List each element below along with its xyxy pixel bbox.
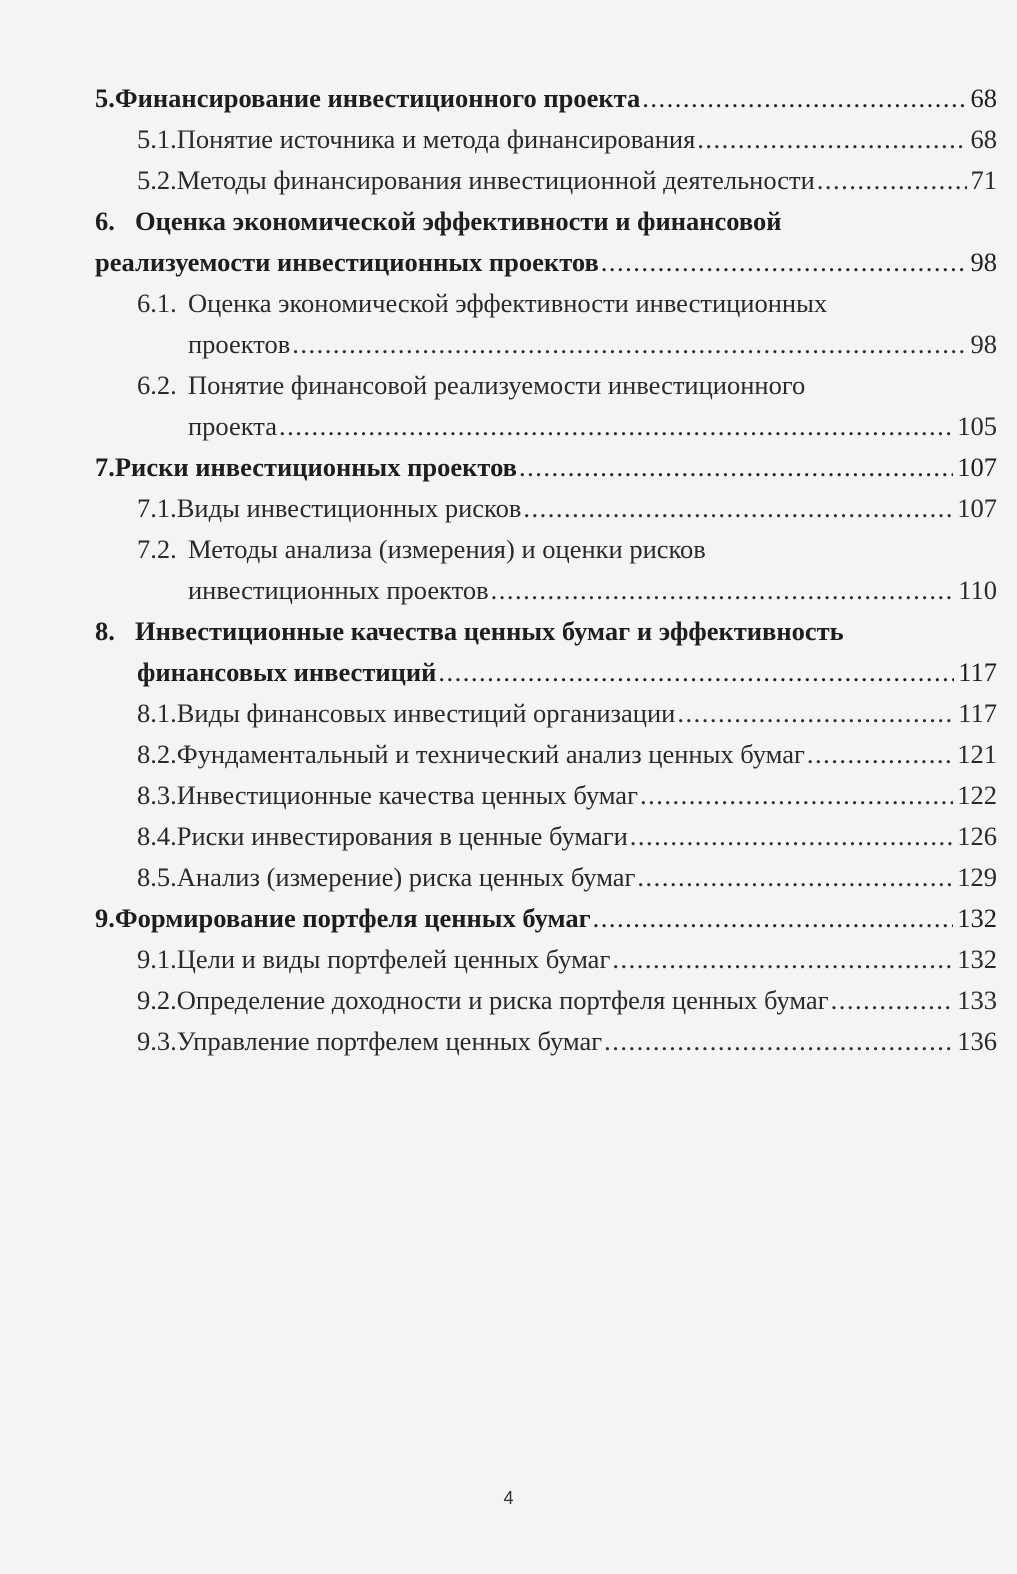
toc-entry-title: финансовых инвестиций [137,657,437,687]
toc-entry-number: 6. [95,206,115,236]
toc-page-number: 68 [970,83,997,113]
toc-section-line [0,980,1017,1021]
toc-page-number: 71 [970,165,997,195]
toc-page-number: 107 [957,452,997,482]
toc-section-line [0,119,1017,160]
dot-leader [637,857,953,898]
toc-page-number: 98 [970,247,997,277]
toc-entry-number: 8.4. [137,821,177,851]
toc-entry-number: 7. [95,452,115,482]
toc-entry-title: Инвестиционные качества ценных бумаг [176,780,638,810]
toc-entry-number: 8.1. [137,698,177,728]
toc-entry-title: Виды инвестиционных рисков [176,493,522,523]
page-number: 4 [503,1488,514,1508]
toc-section-line [0,734,1017,775]
toc-entry-title: Финансирование инвестиционного проекта [114,83,641,113]
toc-page-number: 110 [958,575,997,605]
dot-leader [640,775,953,816]
toc-entry-number: 8. [95,616,115,646]
toc-section-line [0,693,1017,734]
toc-entry-title: Цели и виды портфелей ценных бумаг [176,944,611,974]
toc-page-number: 132 [957,944,997,974]
toc-entry-number: 6.1. [137,288,177,318]
toc-entry-title: проектов [188,329,291,359]
toc-page-number: 105 [957,411,997,441]
toc-page-number: 126 [957,821,997,851]
toc-page-number: 117 [958,657,997,687]
toc-entry-title: Определение доходности и риска портфеля ценных бумаг [176,985,829,1015]
toc-entry-title: проекта [188,411,277,441]
toc-entry-number: 5. [95,83,115,113]
toc-section-line [0,857,1017,898]
toc-page-number: 129 [957,862,997,892]
toc-section-line [0,488,1017,529]
toc-entry-number: 8.2. [137,739,177,769]
dot-leader [292,324,966,365]
toc-page-number: 107 [957,493,997,523]
toc-page-number: 98 [970,329,997,359]
dot-leader [677,693,954,734]
toc-section-line [0,775,1017,816]
toc-chapter-line [0,898,1017,939]
toc-entry-number: 9.1. [137,944,177,974]
toc-entry-title: реализуемости инвестиционных проектов [95,247,599,277]
toc-entry-title: Фундаментальный и технический анализ ценных бумаг [176,739,805,769]
dot-leader [438,652,954,693]
toc-entry-title: Риски инвестирования в ценные бумаги [176,821,628,851]
toc-page-number: 132 [957,903,997,933]
dot-leader [630,816,953,857]
toc-page-number: 122 [957,780,997,810]
toc-entry-title: Понятие источника и метода финансирования [176,124,696,154]
toc-page-number: 136 [957,1026,997,1056]
toc-section-line [0,570,1017,611]
toc-section-line [0,529,1017,570]
toc-entry-title: Понятие финансовой реализуемости инвестиционного [188,370,806,400]
toc-entry-number: 8.3. [137,780,177,810]
toc-entry-title: Методы финансирования инвестиционной деятельности [176,165,815,195]
dot-leader [601,242,967,283]
dot-leader [612,939,953,980]
dot-leader [831,980,954,1021]
toc-entry-title: инвестиционных проектов [188,575,489,605]
toc-chapter-line [0,78,1017,119]
toc-section-line [0,324,1017,365]
toc-entry-title: Инвестиционные качества ценных бумаг и эффективность [135,616,844,646]
dot-leader [642,78,966,119]
dot-leader [697,119,966,160]
toc-section-line [0,365,1017,406]
toc-entry-number: 7.1. [137,493,177,523]
toc-entry-number: 8.5. [137,862,177,892]
toc-entry-title: Риски инвестиционных проектов [114,452,517,482]
toc-entry-number: 9. [95,903,115,933]
dot-leader [593,898,954,939]
toc-entry-number: 5.1. [137,124,177,154]
toc-entry-title: Анализ (измерение) риска ценных бумаг [176,862,636,892]
toc-chapter-line [0,652,1017,693]
dot-leader [523,488,953,529]
toc-entry-number: 9.3. [137,1026,177,1056]
dot-leader [817,160,967,201]
table-of-contents [0,78,1017,1062]
dot-leader [604,1021,953,1062]
toc-section-line [0,283,1017,324]
toc-section-line [0,1021,1017,1062]
toc-page-number: 117 [958,698,997,728]
toc-chapter-line [0,611,1017,652]
toc-section-line [0,939,1017,980]
toc-entry-title: Виды финансовых инвестиций организации [176,698,676,728]
toc-entry-number: 6.2. [137,370,177,400]
dot-leader [807,734,953,775]
toc-entry-title: Оценка экономической эффективности инвестиционных [188,288,828,318]
toc-section-line [0,816,1017,857]
dot-leader [519,447,953,488]
toc-page-number: 133 [957,985,997,1015]
toc-entry-title: Управление портфелем ценных бумаг [176,1026,603,1056]
toc-entry-number: 9.2. [137,985,177,1015]
toc-entry-number: 7.2. [137,534,177,564]
toc-chapter-line [0,201,1017,242]
dot-leader [491,570,955,611]
dot-leader [279,406,953,447]
toc-entry-title: Формирование портфеля ценных бумаг [114,903,591,933]
toc-section-line [0,406,1017,447]
toc-chapter-line [0,242,1017,283]
toc-chapter-line [0,447,1017,488]
toc-entry-title: Оценка экономической эффективности и финансовой [135,206,782,236]
toc-entry-number: 5.2. [137,165,177,195]
toc-page-number: 121 [957,739,997,769]
toc-entry-title: Методы анализа (измерения) и оценки рисков [188,534,706,564]
toc-section-line [0,160,1017,201]
toc-page-number: 68 [970,124,997,154]
